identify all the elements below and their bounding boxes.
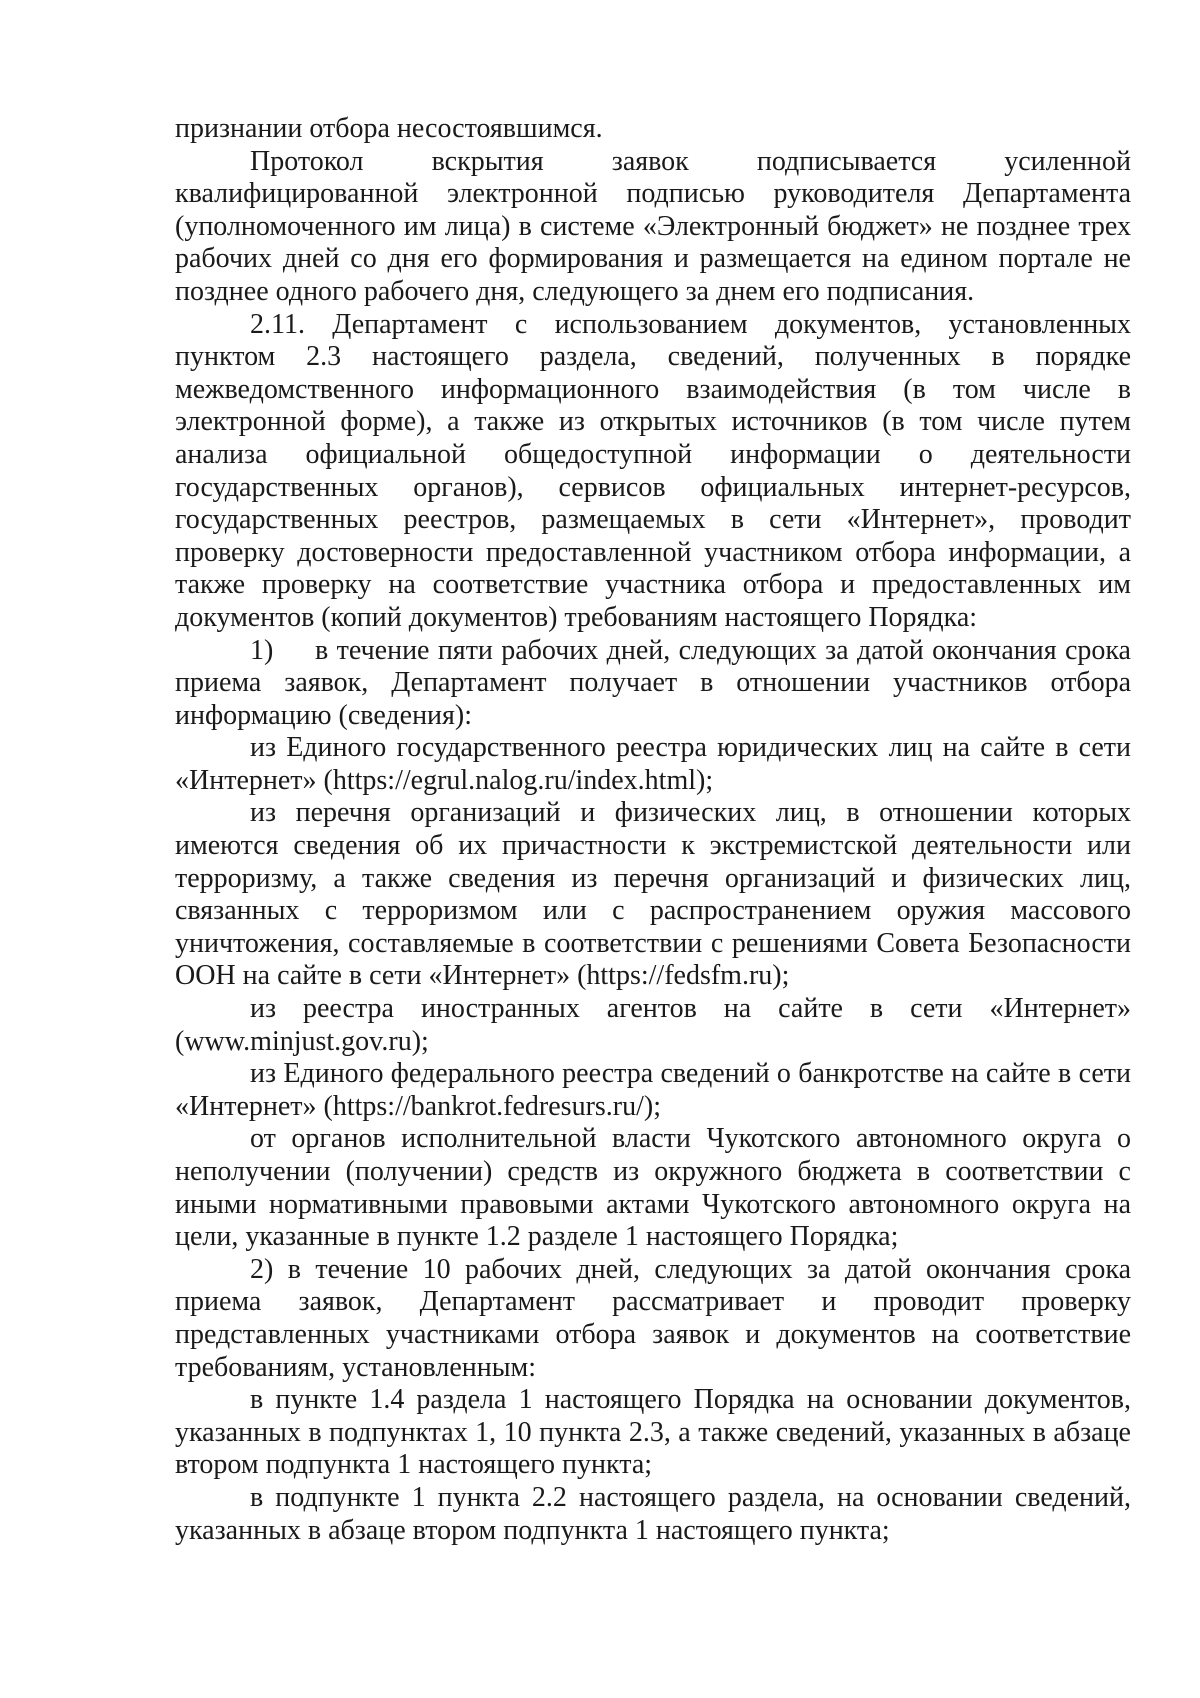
document-text-body [175, 113, 1131, 1547]
paragraph: из Единого государственного реестра юридических лиц на сайте в сети «Интернет» (https://egrul.nalog.ru/index.html); [175, 732, 1131, 796]
paragraph: признании отбора несостоявшимся. [175, 113, 603, 144]
paragraph: из перечня организаций и физических лиц, в отношении которых имеются сведения об их причастности к экстремистской деятельности или терроризму, а также сведения из перечня организаций и физических лиц, связанных с терроризмом или с распространением оружия массового уничтожения, составляемые в соответствии с решениями Совета Безопасности ООН на сайте в сети «Интернет» (https://fedsfm.ru); [175, 797, 1131, 992]
paragraph: Протокол вскрытия заявок подписывается усиленной квалифицированной электронной подписью руководителя Департамента (уполномоченного им лица) в системе «Электронный бюджет» не позднее трех рабочих дней со дня его формирования и размещается на едином портале не позднее одного рабочего дня, следующего за днем его подписания. [175, 145, 1131, 307]
paragraph: из реестра иностранных агентов на сайте в сети «Интернет» (www.minjust.gov.ru); [175, 993, 1131, 1057]
paragraph: в пункте 1.4 раздела 1 настоящего Порядка на основании документов, указанных в подпунктах 1, 10 пункта 2.3, а также сведений, указанных в абзаце втором подпункта 1 настоящего пункта; [175, 1384, 1131, 1481]
paragraph: 1) в течение пяти рабочих дней, следующих за датой окончания срока приема заявок, Департамент получает в отношении участников отбора информацию (сведения): [175, 634, 1131, 731]
paragraph: 2.11. Департамент с использованием документов, установленных пунктом 2.3 настоящего раздела, сведений, полученных в порядке межведомственного информационного взаимодействия (в том числе в электронной форме), а также из открытых источников (в том числе путем анализа официальной общедоступной информации о деятельности государственных органов), сервисов официальных интернет-ресурсов, государственных реестров, размещаемых в сети «Интернет», проводит проверку достоверности предоставленной участником отбора информации, а также проверку на соответствие участника отбора и предоставленных им документов (копий документов) требованиям настоящего Порядка: [175, 308, 1131, 633]
paragraph: из Единого федерального реестра сведений о банкротстве на сайте в сети «Интернет» (https://bankrot.fedresurs.ru/); [175, 1058, 1131, 1122]
paragraph: в подпункте 1 пункта 2.2 настоящего раздела, на основании сведений, указанных в абзаце втором подпункта 1 настоящего пункта; [175, 1481, 1131, 1546]
paragraph: 2) в течение 10 рабочих дней, следующих за датой окончания срока приема заявок, Департамент рассматривает и проводит проверку представленных участниками отбора заявок и документов на соответствие требованиям, установленным: [175, 1253, 1131, 1383]
paragraph: от органов исполнительной власти Чукотского автономного округа о неполучении (получении) средств из окружного бюджета в соответствии с иными нормативными правовыми актами Чукотского автономного округа на цели, указанные в пункте 1.2 разделе 1 настоящего Порядка; [175, 1123, 1131, 1253]
